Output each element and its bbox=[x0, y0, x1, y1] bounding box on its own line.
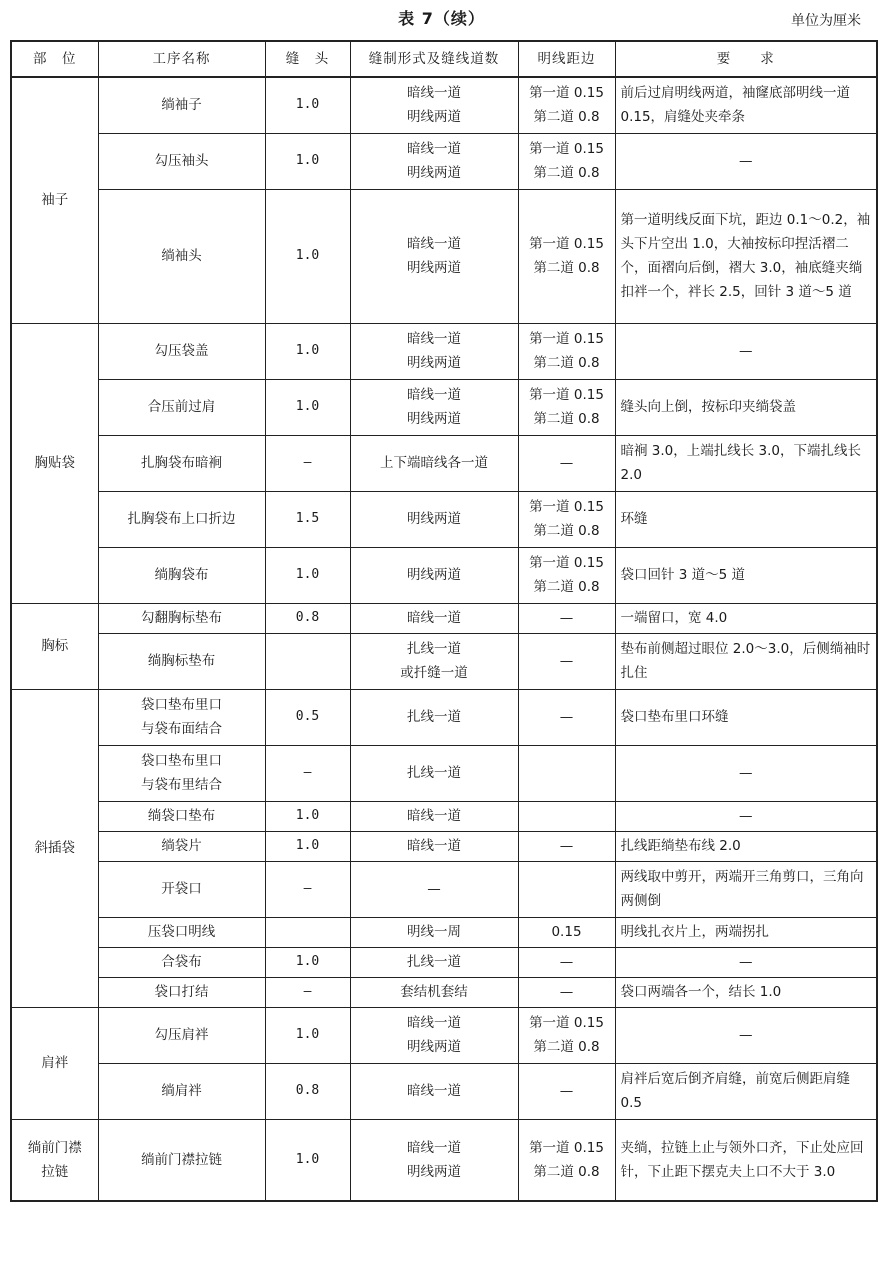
topstitch-margin-cell bbox=[518, 491, 615, 547]
part-cell: 绱前门襟拉链 bbox=[11, 1119, 98, 1201]
table-row bbox=[11, 861, 877, 917]
part-cell: 胸贴袋 bbox=[11, 323, 98, 603]
topstitch-margin-cell bbox=[518, 689, 615, 745]
stitch-form-cell-line: 或扦缝一道 bbox=[400, 665, 468, 681]
requirement-cell-line: 肩袢后宽后倒齐肩缝，前宽后侧距肩缝 0.5 bbox=[620, 1071, 850, 1111]
stitch-form-cell bbox=[350, 831, 518, 861]
process-name-cell bbox=[98, 689, 265, 745]
stitch-form-cell-line: 扎线一道 bbox=[407, 954, 461, 970]
process-name-cell-line: 与袋布面结合 bbox=[141, 721, 222, 737]
stitch-form-cell-line: 上下端暗线各一道 bbox=[380, 455, 488, 471]
seam-allowance-cell: 1.0 bbox=[265, 947, 350, 977]
stitch-form-cell-line: 扎线一道 bbox=[407, 709, 461, 725]
requirement-cell-line: 明线扎衣片上，两端拐扎 bbox=[620, 924, 769, 940]
requirement-cell-line: 一端留口，宽 4.0 bbox=[620, 610, 728, 626]
requirement-cell-line: — bbox=[739, 153, 753, 169]
stitch-form-cell-line: 明线两道 bbox=[407, 260, 461, 276]
requirement-cell-line: 暗裥 3.0，上端扎线长 3.0，下端扎线长 2.0 bbox=[620, 443, 862, 483]
seam-allowance-cell: 1.0 bbox=[265, 189, 350, 323]
requirement-cell bbox=[615, 745, 877, 801]
table-row bbox=[11, 77, 877, 133]
requirement-cell bbox=[615, 1007, 877, 1063]
topstitch-margin-cell bbox=[518, 189, 615, 323]
requirement-cell-line: — bbox=[739, 954, 753, 970]
topstitch-margin-cell bbox=[518, 947, 615, 977]
process-name-cell bbox=[98, 603, 265, 633]
process-name-cell bbox=[98, 1119, 265, 1201]
seam-allowance-cell: 1.0 bbox=[265, 77, 350, 133]
topstitch-margin-cell-line: 第一道 0.15 bbox=[529, 499, 604, 515]
table-row bbox=[11, 689, 877, 745]
stitch-form-cell bbox=[350, 977, 518, 1007]
process-name-cell bbox=[98, 133, 265, 189]
requirement-cell bbox=[615, 861, 877, 917]
table-row bbox=[11, 947, 877, 977]
process-name-cell bbox=[98, 831, 265, 861]
requirement-cell bbox=[615, 491, 877, 547]
part-cell: 肩袢 bbox=[11, 1007, 98, 1119]
topstitch-margin-cell-line: 第一道 0.15 bbox=[529, 1139, 604, 1156]
stitch-form-cell bbox=[350, 861, 518, 917]
stitch-form-cell-line: 暗线一道 bbox=[407, 85, 461, 102]
topstitch-margin-cell bbox=[518, 831, 615, 861]
requirement-cell bbox=[615, 1063, 877, 1119]
topstitch-margin-cell-line: 第二道 0.8 bbox=[533, 523, 600, 539]
seam-allowance-cell: — bbox=[265, 435, 350, 491]
process-name-cell bbox=[98, 189, 265, 323]
process-name-cell bbox=[98, 435, 265, 491]
topstitch-margin-cell-line: 第二道 0.8 bbox=[533, 165, 600, 181]
topstitch-margin-cell bbox=[518, 547, 615, 603]
stitch-form-cell-line: 扎线一道 bbox=[407, 641, 461, 657]
table-row bbox=[11, 977, 877, 1007]
seam-allowance-cell: 1.0 bbox=[265, 1007, 350, 1063]
seam-allowance-cell: — bbox=[265, 861, 350, 917]
seam-allowance-cell: 1.5 bbox=[265, 491, 350, 547]
requirement-cell bbox=[615, 603, 877, 633]
stitch-form-cell-line: 明线两道 bbox=[407, 567, 461, 583]
header-form: 缝制形式及缝线道数 bbox=[350, 41, 518, 77]
requirement-cell-line: — bbox=[739, 808, 753, 824]
seam-allowance-cell: 0.8 bbox=[265, 1063, 350, 1119]
stitch-form-cell bbox=[350, 491, 518, 547]
process-name-cell bbox=[98, 947, 265, 977]
process-name-cell-line: 绱肩袢 bbox=[161, 1083, 202, 1099]
process-name-cell-line: 绱胸标垫布 bbox=[147, 653, 216, 669]
topstitch-margin-cell bbox=[518, 801, 615, 831]
topstitch-margin-cell bbox=[518, 133, 615, 189]
requirement-cell-line: 前后过肩明线两道，袖窿底部明线一道 0.15，肩缝处夹牵条 bbox=[620, 85, 850, 126]
stitch-form-cell-line: 暗线一道 bbox=[407, 331, 461, 347]
seam-allowance-cell: 1.0 bbox=[265, 379, 350, 435]
topstitch-margin-cell-line: 第一道 0.15 bbox=[529, 85, 604, 102]
requirement-cell-line: 环缝 bbox=[620, 511, 648, 527]
process-name-cell-line: 绱袋片 bbox=[161, 838, 202, 854]
stitch-form-cell bbox=[350, 77, 518, 133]
topstitch-margin-cell bbox=[518, 435, 615, 491]
process-name-cell-line: 绱袋口垫布 bbox=[147, 808, 216, 824]
requirement-cell bbox=[615, 917, 877, 947]
stitch-form-cell-line: 明线两道 bbox=[407, 165, 461, 181]
stitch-form-cell bbox=[350, 189, 518, 323]
header-process: 工序名称 bbox=[98, 41, 265, 77]
stitch-form-cell-line: 暗线一道 bbox=[407, 808, 461, 824]
topstitch-margin-cell bbox=[518, 745, 615, 801]
process-name-cell-line: 勾压袖头 bbox=[154, 153, 209, 169]
process-name-cell bbox=[98, 633, 265, 689]
stitch-form-cell bbox=[350, 917, 518, 947]
process-name-cell-line: 袋口垫布里口 bbox=[141, 753, 222, 769]
requirement-cell-line: 垫布前侧超过眼位 2.0～3.0，后侧绱袖时扎住 bbox=[620, 641, 871, 681]
topstitch-margin-cell-line: 第一道 0.15 bbox=[529, 236, 604, 252]
table-title: 表 7（续） bbox=[398, 9, 485, 28]
seam-allowance-cell: 1.0 bbox=[265, 133, 350, 189]
table-row bbox=[11, 603, 877, 633]
topstitch-margin-cell bbox=[518, 633, 615, 689]
process-name-cell-line: 绱袖子 bbox=[161, 97, 202, 114]
table-row bbox=[11, 917, 877, 947]
stitch-form-cell-line: 暗线一道 bbox=[407, 236, 461, 252]
seam-allowance-cell: 1.0 bbox=[265, 323, 350, 379]
seam-allowance-cell: 1.0 bbox=[265, 1119, 350, 1201]
requirement-cell-line: — bbox=[739, 1027, 753, 1043]
process-name-cell bbox=[98, 323, 265, 379]
process-name-cell-line: 袋口打结 bbox=[154, 984, 209, 1000]
stitch-form-cell-line: 扎线一道 bbox=[407, 765, 461, 781]
stitch-form-cell-line: 暗线一道 bbox=[407, 610, 461, 626]
seam-allowance-cell bbox=[265, 917, 350, 947]
topstitch-margin-cell bbox=[518, 77, 615, 133]
topstitch-margin-cell-line: 0.15 bbox=[551, 924, 582, 940]
topstitch-margin-cell-line: 第二道 0.8 bbox=[533, 1039, 600, 1055]
topstitch-margin-cell bbox=[518, 861, 615, 917]
process-name-cell-line: 勾压袋盖 bbox=[154, 343, 209, 359]
requirement-cell-line: — bbox=[739, 765, 753, 781]
seam-allowance-cell: 1.0 bbox=[265, 831, 350, 861]
stitch-form-cell-line: 暗线一道 bbox=[407, 1083, 461, 1099]
process-name-cell-line: 绱前门襟拉链 bbox=[141, 1151, 222, 1168]
topstitch-margin-cell-line: — bbox=[559, 1083, 574, 1099]
requirement-cell bbox=[615, 435, 877, 491]
process-name-cell bbox=[98, 861, 265, 917]
process-name-cell bbox=[98, 379, 265, 435]
stitch-form-cell-line: 明线两道 bbox=[407, 511, 461, 527]
stitch-form-cell bbox=[350, 745, 518, 801]
process-name-cell-line: 合压前过肩 bbox=[147, 399, 216, 415]
seam-allowance-cell: — bbox=[265, 977, 350, 1007]
stitch-form-cell-line: 暗线一道 bbox=[407, 141, 461, 157]
stitch-form-cell-line: 暗线一道 bbox=[407, 1015, 461, 1031]
topstitch-margin-cell-line: 第一道 0.15 bbox=[529, 387, 604, 403]
requirement-cell bbox=[615, 189, 877, 323]
sewing-spec-table bbox=[10, 40, 878, 1202]
stitch-form-cell bbox=[350, 633, 518, 689]
table-row bbox=[11, 1119, 877, 1201]
stitch-form-cell bbox=[350, 689, 518, 745]
process-name-cell-line: 扎胸袋布上口折边 bbox=[127, 511, 236, 527]
requirement-cell bbox=[615, 801, 877, 831]
topstitch-margin-cell-line: 第一道 0.15 bbox=[529, 1015, 604, 1031]
topstitch-margin-cell-line: 第二道 0.8 bbox=[533, 109, 600, 126]
process-name-cell-line: 绱胸袋布 bbox=[154, 567, 209, 583]
table-row bbox=[11, 379, 877, 435]
topstitch-margin-cell-line: 第一道 0.15 bbox=[529, 141, 604, 157]
stitch-form-cell-line: 暗线一道 bbox=[407, 387, 461, 403]
header-row bbox=[11, 41, 877, 77]
stitch-form-cell-line: 暗线一道 bbox=[407, 1139, 461, 1156]
process-name-cell bbox=[98, 1063, 265, 1119]
part-cell: 袖子 bbox=[11, 77, 98, 323]
table-row bbox=[11, 491, 877, 547]
stitch-form-cell bbox=[350, 435, 518, 491]
stitch-form-cell-line: — bbox=[427, 881, 441, 897]
stitch-form-cell bbox=[350, 801, 518, 831]
requirement-cell bbox=[615, 323, 877, 379]
topstitch-margin-cell-line: — bbox=[559, 455, 574, 471]
stitch-form-cell-line: 明线一周 bbox=[407, 924, 461, 940]
seam-allowance-cell: — bbox=[265, 745, 350, 801]
requirement-cell-line: 袋口垫布里口环缝 bbox=[620, 709, 729, 725]
topstitch-margin-cell-line: 第二道 0.8 bbox=[533, 355, 600, 371]
requirement-cell bbox=[615, 133, 877, 189]
header-requirement: 要 求 bbox=[615, 41, 877, 77]
stitch-form-cell bbox=[350, 133, 518, 189]
topstitch-margin-cell bbox=[518, 1119, 615, 1201]
topstitch-margin-cell-line: — bbox=[559, 653, 574, 669]
table-body bbox=[11, 77, 877, 1201]
process-name-cell-line: 扎胸袋布暗裥 bbox=[141, 455, 222, 471]
process-name-cell-line: 开袋口 bbox=[161, 881, 202, 897]
topstitch-margin-cell-line: — bbox=[559, 838, 574, 854]
process-name-cell-line: 与袋布里结合 bbox=[141, 777, 222, 793]
process-name-cell bbox=[98, 547, 265, 603]
table-row bbox=[11, 189, 877, 323]
process-name-cell bbox=[98, 77, 265, 133]
stitch-form-cell-line: 明线两道 bbox=[407, 411, 461, 427]
unit-note: 单位为厘米 bbox=[791, 13, 861, 29]
table-row bbox=[11, 133, 877, 189]
topstitch-margin-cell bbox=[518, 379, 615, 435]
seam-allowance-cell: 0.8 bbox=[265, 603, 350, 633]
table-row bbox=[11, 801, 877, 831]
stitch-form-cell-line: 明线两道 bbox=[407, 1039, 461, 1055]
topstitch-margin-cell bbox=[518, 323, 615, 379]
requirement-cell-line: 两线取中剪开，两端开三角剪口，三角向两侧倒 bbox=[620, 869, 864, 909]
topstitch-margin-cell-line: — bbox=[559, 954, 574, 970]
process-name-cell bbox=[98, 801, 265, 831]
stitch-form-cell bbox=[350, 547, 518, 603]
table-row bbox=[11, 1007, 877, 1063]
header-part: 部 位 bbox=[11, 41, 98, 77]
table-row bbox=[11, 831, 877, 861]
stitch-form-cell bbox=[350, 947, 518, 977]
part-cell: 斜插袋 bbox=[11, 689, 98, 1007]
topstitch-margin-cell bbox=[518, 603, 615, 633]
topstitch-margin-cell-line: — bbox=[559, 984, 574, 1000]
process-name-cell bbox=[98, 745, 265, 801]
table-row bbox=[11, 1063, 877, 1119]
seam-allowance-cell: 1.0 bbox=[265, 801, 350, 831]
topstitch-margin-cell bbox=[518, 1063, 615, 1119]
topstitch-margin-cell-line: 第二道 0.8 bbox=[533, 1163, 600, 1180]
process-name-cell-line: 勾翻胸标垫布 bbox=[141, 610, 222, 626]
requirement-cell bbox=[615, 831, 877, 861]
requirement-cell bbox=[615, 947, 877, 977]
topstitch-margin-cell bbox=[518, 917, 615, 947]
process-name-cell-line: 压袋口明线 bbox=[147, 924, 216, 940]
requirement-cell-line: 缝头向上倒，按标印夹绱袋盖 bbox=[620, 399, 796, 415]
stitch-form-cell bbox=[350, 1063, 518, 1119]
requirement-cell-line: 袋口回针 3 道～5 道 bbox=[620, 567, 746, 583]
process-name-cell-line: 合袋布 bbox=[161, 954, 202, 970]
process-name-cell-line: 袋口垫布里口 bbox=[141, 697, 222, 713]
seam-allowance-cell: 0.5 bbox=[265, 689, 350, 745]
part-cell: 胸标 bbox=[11, 603, 98, 689]
stitch-form-cell-line: 明线两道 bbox=[407, 1163, 461, 1180]
requirement-cell bbox=[615, 547, 877, 603]
topstitch-margin-cell bbox=[518, 977, 615, 1007]
table-row bbox=[11, 745, 877, 801]
stitch-form-cell-line: 套结机套结 bbox=[400, 984, 468, 1000]
table-row bbox=[11, 435, 877, 491]
stitch-form-cell bbox=[350, 603, 518, 633]
table-row bbox=[11, 633, 877, 689]
stitch-form-cell bbox=[350, 379, 518, 435]
process-name-cell bbox=[98, 1007, 265, 1063]
table-row bbox=[11, 547, 877, 603]
stitch-form-cell-line: 明线两道 bbox=[407, 355, 461, 371]
process-name-cell bbox=[98, 977, 265, 1007]
stitch-form-cell bbox=[350, 323, 518, 379]
topstitch-margin-cell-line: 第二道 0.8 bbox=[533, 579, 600, 595]
stitch-form-cell-line: 暗线一道 bbox=[407, 838, 461, 854]
requirement-cell bbox=[615, 379, 877, 435]
topstitch-margin-cell bbox=[518, 1007, 615, 1063]
topstitch-margin-cell-line: — bbox=[559, 610, 574, 626]
topstitch-margin-cell-line: — bbox=[559, 709, 574, 725]
table-row bbox=[11, 323, 877, 379]
stitch-form-cell bbox=[350, 1119, 518, 1201]
requirement-cell bbox=[615, 633, 877, 689]
requirement-cell-line: 夹绱，拉链上止与领外口齐，下止处应回针，下止距下摆克夫上口不大于 3.0 bbox=[620, 1139, 864, 1180]
topstitch-margin-cell-line: 第二道 0.8 bbox=[533, 411, 600, 427]
requirement-cell bbox=[615, 689, 877, 745]
requirement-cell bbox=[615, 1119, 877, 1201]
seam-allowance-cell bbox=[265, 633, 350, 689]
process-name-cell bbox=[98, 491, 265, 547]
header-seam: 缝 头 bbox=[265, 41, 350, 77]
seam-allowance-cell: 1.0 bbox=[265, 547, 350, 603]
process-name-cell bbox=[98, 917, 265, 947]
stitch-form-cell bbox=[350, 1007, 518, 1063]
requirement-cell bbox=[615, 77, 877, 133]
requirement-cell-line: 第一道明线反面下坑，距边 0.1～0.2，袖头下片空出 1.0，大袖按标印捏活褶二个，面褶向后倒，褶大 3.0，袖底缝夹绱扣袢一个，袢长 2.5，回针 3 道～5 道 bbox=[620, 212, 871, 300]
topstitch-margin-cell-line: 第二道 0.8 bbox=[533, 260, 600, 276]
topstitch-margin-cell-line: 第一道 0.15 bbox=[529, 555, 604, 571]
process-name-cell-line: 绱袖头 bbox=[161, 248, 202, 264]
stitch-form-cell-line: 明线两道 bbox=[407, 109, 461, 126]
requirement-cell-line: 袋口两端各一个，结长 1.0 bbox=[620, 984, 782, 1000]
topstitch-margin-cell-line: 第一道 0.15 bbox=[529, 331, 604, 347]
requirement-cell bbox=[615, 977, 877, 1007]
process-name-cell-line: 勾压肩袢 bbox=[154, 1027, 209, 1043]
header-margin: 明线距边 bbox=[518, 41, 615, 77]
requirement-cell-line: 扎线距绱垫布线 2.0 bbox=[620, 838, 741, 854]
requirement-cell-line: — bbox=[739, 343, 753, 359]
